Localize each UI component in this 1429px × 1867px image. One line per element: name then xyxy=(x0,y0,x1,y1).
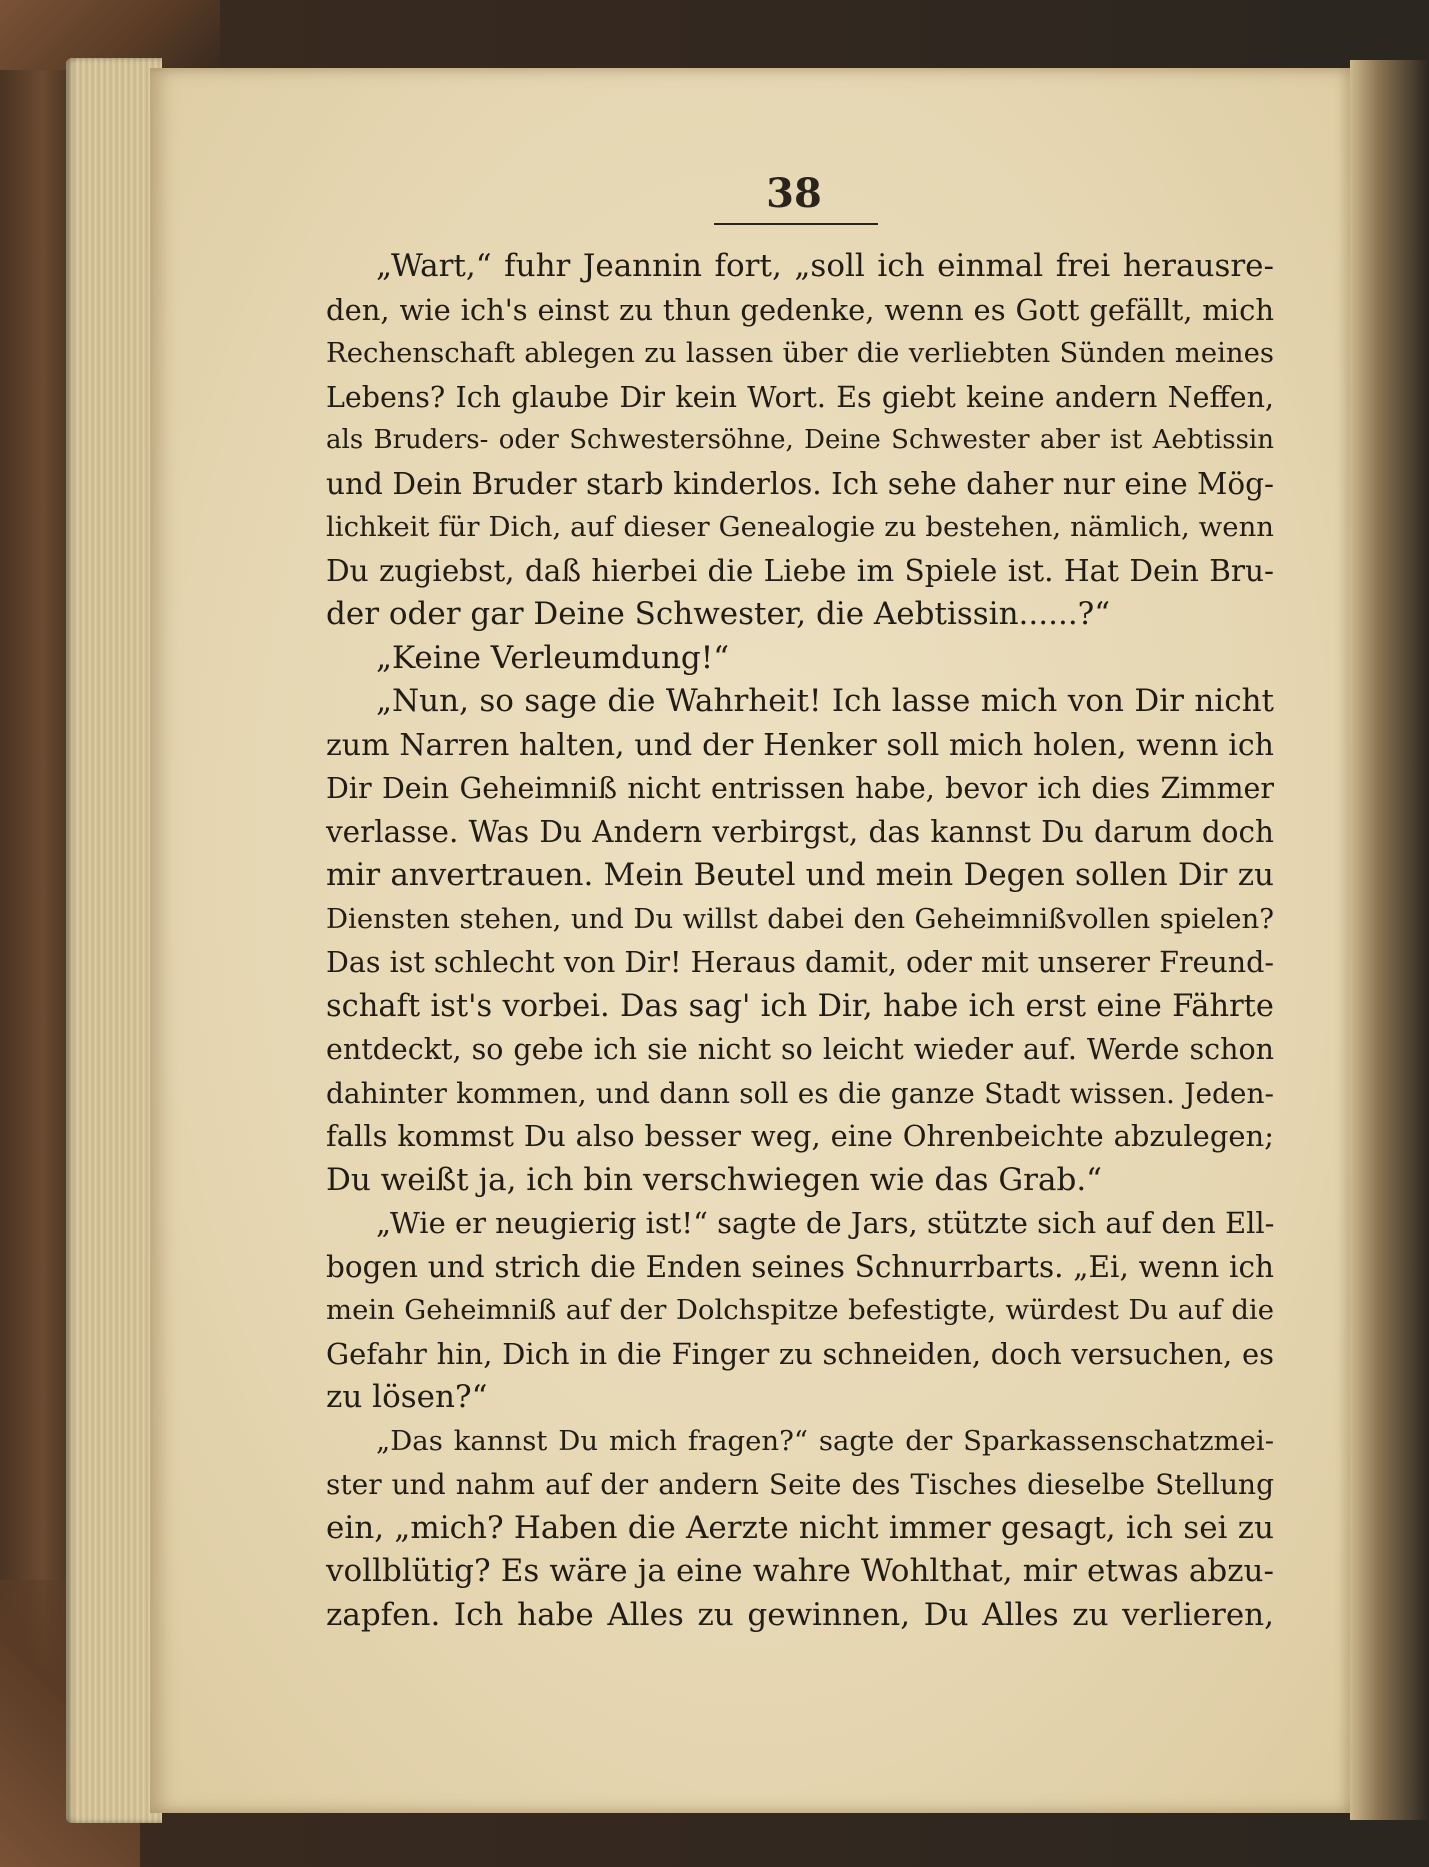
text-line: zu lösen?“ xyxy=(326,1379,488,1415)
text-line: zapfen. Ich habe Alles zu gewinnen, Du Alles zu verlieren, xyxy=(326,1596,1274,1633)
text-line: Du zugiebst, daß hierbei die Liebe im Spiele ist. Hat Dein Bru- xyxy=(326,553,1274,588)
text-line: „Nun, so sage die Wahrheit! Ich lasse mich von Dir nicht xyxy=(376,683,1274,719)
text-line: als Bruders- oder Schwestersöhne, Deine Schwester aber ist Aebtissin xyxy=(326,425,1274,455)
text-line: bogen und strich die Enden seines Schnurrbarts. „Ei, wenn ich xyxy=(326,1249,1274,1284)
page-edges xyxy=(66,58,162,1823)
text-line: Diensten stehen, und Du willst dabei den Geheimnißvollen spielen? xyxy=(326,902,1274,935)
text-line: falls kommst Du also besser weg, eine Ohrenbeichte abzulegen; xyxy=(326,1119,1274,1153)
text-line: Du weißt ja, ich bin verschwiegen wie das Grab.“ xyxy=(326,1161,1103,1198)
page-number: 38 xyxy=(766,170,822,217)
text-line: dahinter kommen, und dann soll es die ganze Stadt wissen. Jeden- xyxy=(326,1076,1274,1110)
text-line: Dir Dein Geheimniß nicht entrissen habe, bevor ich dies Zimmer xyxy=(326,772,1274,805)
text-line: schaft ist's vorbei. Das sag' ich Dir, habe ich erst eine Fährte xyxy=(326,988,1274,1024)
text-line: mir anvertrauen. Mein Beutel und mein Degen sollen Dir zu xyxy=(326,857,1274,893)
text-line: „Das kannst Du mich fragen?“ sagte der Sparkassenschatzmei- xyxy=(376,1424,1274,1457)
text-line: lichkeit für Dich, auf dieser Genealogie zu bestehen, nämlich, wenn xyxy=(326,511,1274,543)
body-text xyxy=(326,245,1274,1637)
text-line: Lebens? Ich glaube Dir kein Wort. Es giebt keine andern Neffen, xyxy=(326,380,1274,414)
binding-gutter xyxy=(1350,60,1429,1820)
text-line: „Wart,“ fuhr Jeannin fort, „soll ich einmal frei herausre- xyxy=(376,248,1274,284)
text-line: mein Geheimniß auf der Dolchspitze befestigte, würdest Du auf die xyxy=(326,1294,1274,1326)
text-line: ster und nahm auf der andern Seite des Tisches dieselbe Stellung xyxy=(326,1468,1274,1501)
text-line: und Dein Bruder starb kinderlos. Ich sehe daher nur eine Mög- xyxy=(326,466,1274,501)
text-line: Das ist schlecht von Dir! Heraus damit, oder mit unserer Freund- xyxy=(326,946,1274,979)
text-line: der oder gar Deine Schwester, die Aebtissin......?“ xyxy=(326,596,1111,632)
text-line: Rechenschaft ablegen zu lassen über die verliebten Sünden meines xyxy=(326,337,1274,369)
text-line: vollblütig? Es wäre ja eine wahre Wohlthat, mir etwas abzu- xyxy=(326,1553,1274,1589)
text-line: „Wie er neugierig ist!“ sagte de Jars, stützte sich auf den Ell- xyxy=(376,1206,1275,1240)
text-line: verlasse. Was Du Andern verbirgst, das kannst Du darum doch xyxy=(326,814,1274,849)
text-line: entdeckt, so gebe ich sie nicht so leicht wieder auf. Werde schon xyxy=(326,1033,1274,1066)
text-line: ein, „mich? Haben die Aerzte nicht immer gesagt, ich sei zu xyxy=(326,1509,1274,1546)
text-line: den, wie ich's einst zu thun gedenke, wenn es Gott gefällt, mich xyxy=(326,292,1274,327)
text-line: „Keine Verleumdung!“ xyxy=(376,639,730,676)
page-number-rule xyxy=(714,223,878,225)
text-line: zum Narren halten, und der Henker soll mich holen, wenn ich xyxy=(326,727,1274,763)
text-line: Gefahr hin, Dich in die Finger zu schneiden, doch versuchen, es xyxy=(326,1336,1274,1371)
